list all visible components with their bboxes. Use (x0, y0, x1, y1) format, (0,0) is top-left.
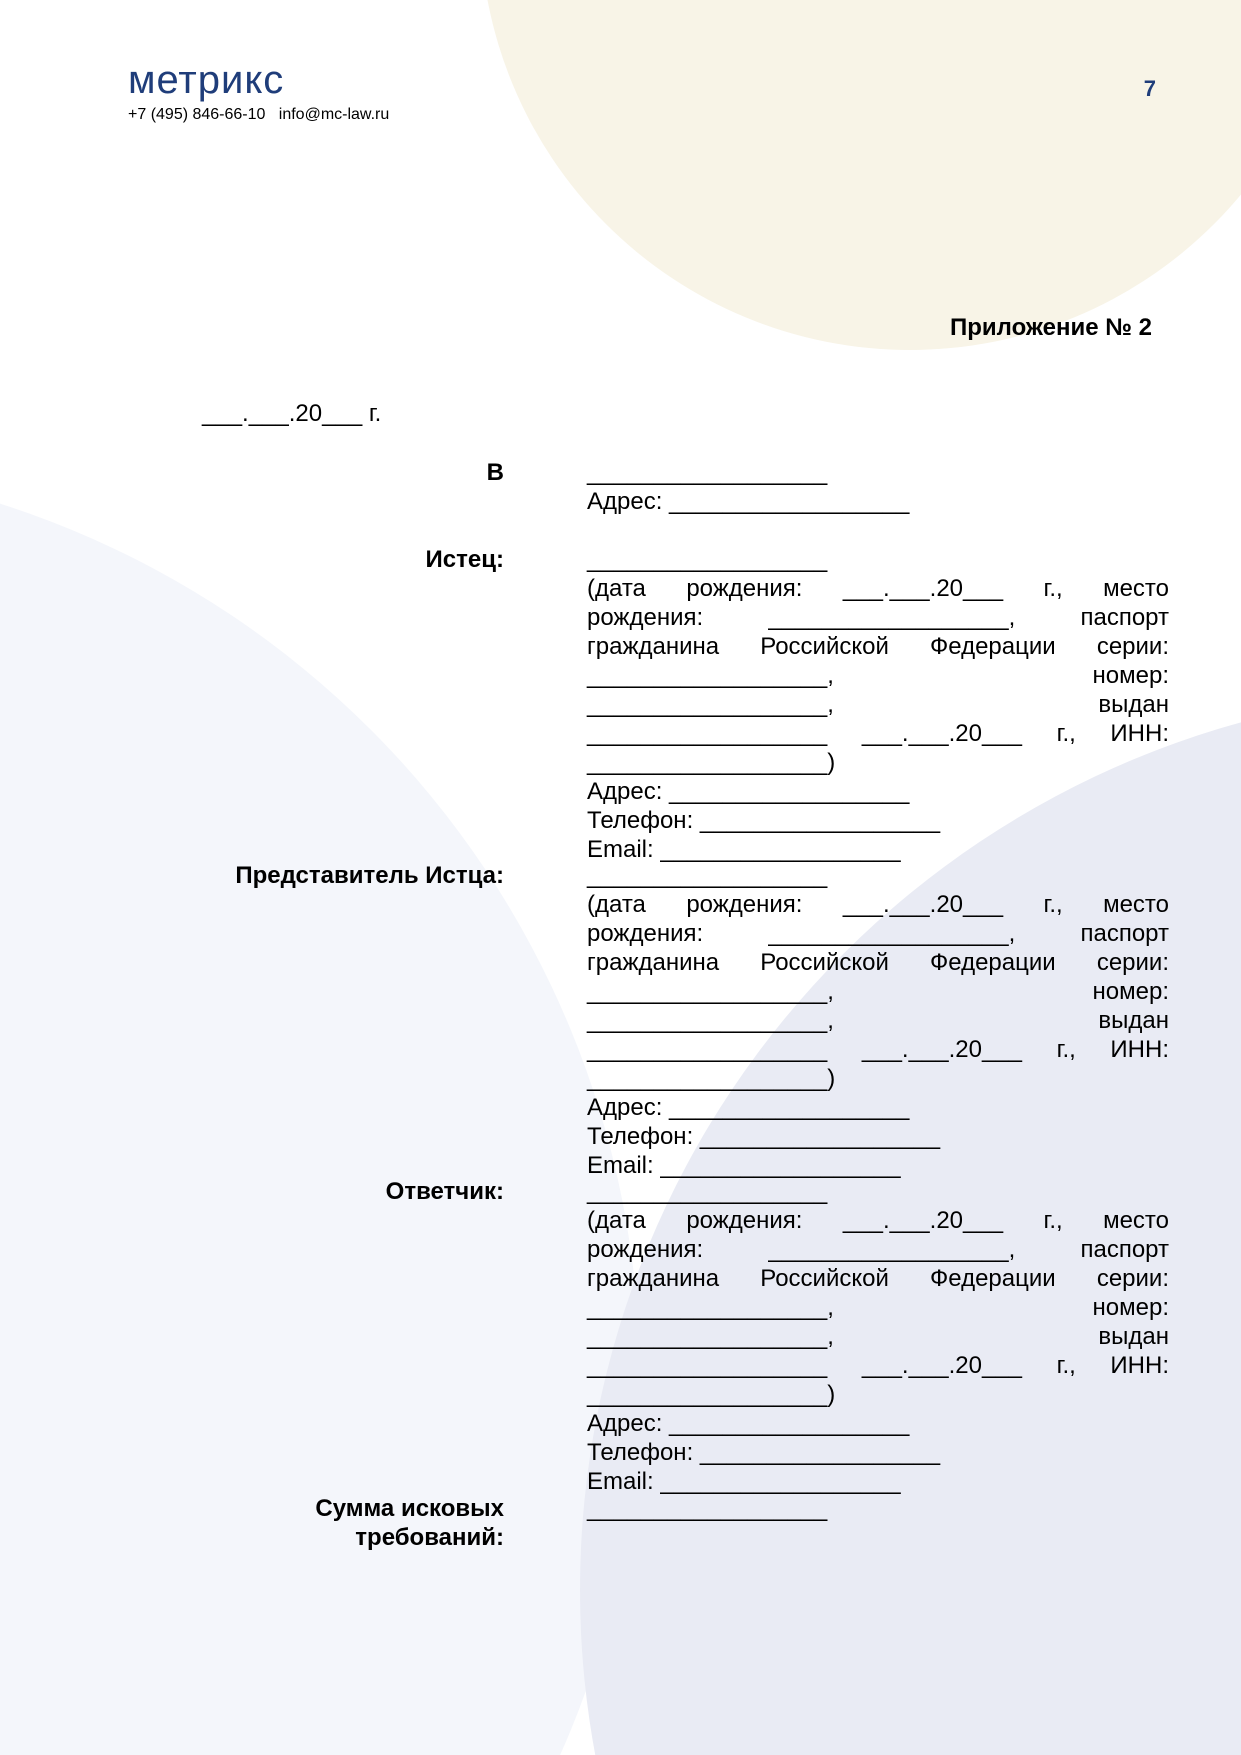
defendant-details-line: __________________ ___.___.20___ г., ИНН: (587, 1352, 1169, 1379)
email-address: info@mc-law.ru (278, 106, 390, 123)
plaintiff-details-line: __________________ ___.___.20___ г., ИНН: (587, 720, 1169, 747)
plaintiff-details-line: __________________, номер: (587, 662, 1169, 689)
plaintiff-details-line: рождения: __________________, паспорт (587, 604, 1169, 631)
court-name-blank: __________________ (587, 459, 828, 486)
plaintiff-details-line: __________________, выдан (587, 691, 1169, 718)
representative-block (587, 861, 1169, 1180)
plaintiff-details-line: гражданина Российской Федерации серии: (587, 633, 1169, 660)
court-address: Адрес: __________________ (587, 488, 910, 515)
claim-amount-label-line: требований: (355, 1524, 504, 1551)
defendant-details-line: гражданина Российской Федерации серии: (587, 1265, 1169, 1292)
light-blue-circle-decoration (0, 460, 640, 1755)
plaintiff-name-blank: __________________ (587, 546, 828, 573)
plaintiff-email: Email: __________________ (587, 836, 901, 863)
defendant-name-blank: __________________ (587, 1178, 828, 1205)
representative-address: Адрес: __________________ (587, 1094, 910, 1121)
representative-details-end: __________________) (587, 1065, 836, 1092)
plaintiff-address: Адрес: __________________ (587, 778, 910, 805)
company-logo: метрикс (128, 58, 285, 102)
contact-info (128, 106, 389, 124)
representative-email: Email: __________________ (587, 1152, 901, 1179)
defendant-details-line: __________________, номер: (587, 1294, 1169, 1321)
representative-details-line: __________________, выдан (587, 1007, 1169, 1034)
defendant-phone: Телефон: __________________ (587, 1439, 941, 1466)
court-block (587, 458, 1169, 516)
beige-circle-decoration (480, 0, 1241, 350)
defendant-label: Ответчик: (385, 1178, 504, 1205)
representative-name-blank: __________________ (587, 862, 828, 889)
representative-phone: Телефон: __________________ (587, 1123, 941, 1150)
defendant-details-end: __________________) (587, 1381, 836, 1408)
document-date: ___.___.20___ г. (202, 400, 382, 427)
representative-details-line: гражданина Российской Федерации серии: (587, 949, 1169, 976)
defendant-email: Email: __________________ (587, 1468, 901, 1495)
phone-number: +7 (495) 846-66-10 (128, 106, 266, 123)
brand-block (128, 58, 389, 124)
defendant-block (587, 1177, 1169, 1496)
defendant-address: Адрес: __________________ (587, 1410, 910, 1437)
claim-amount-label-line: Сумма исковых (315, 1495, 504, 1522)
defendant-details-line: рождения: __________________, паспорт (587, 1236, 1169, 1263)
appendix-title: Приложение № 2 (949, 314, 1152, 341)
plaintiff-phone: Телефон: __________________ (587, 807, 941, 834)
court-label: В (486, 459, 504, 486)
claim-amount-blank: __________________ (587, 1495, 828, 1522)
plaintiff-label: Истец: (425, 546, 504, 573)
claim-amount-block (587, 1494, 1169, 1523)
representative-details-line: __________________, номер: (587, 978, 1169, 1005)
defendant-details-line: __________________, выдан (587, 1323, 1169, 1350)
defendant-details-line: (дата рождения: ___.___.20___ г., место (587, 1207, 1169, 1234)
representative-label: Представитель Истца: (235, 862, 504, 889)
page-number: 7 (1143, 76, 1156, 101)
claim-amount-label (64, 1494, 504, 1552)
plaintiff-block (587, 545, 1169, 864)
plaintiff-details-line: (дата рождения: ___.___.20___ г., место (587, 575, 1169, 602)
plaintiff-details-end: __________________) (587, 749, 836, 776)
representative-details-line: __________________ ___.___.20___ г., ИНН: (587, 1036, 1169, 1063)
representative-details-line: рождения: __________________, паспорт (587, 920, 1169, 947)
representative-details-line: (дата рождения: ___.___.20___ г., место (587, 891, 1169, 918)
